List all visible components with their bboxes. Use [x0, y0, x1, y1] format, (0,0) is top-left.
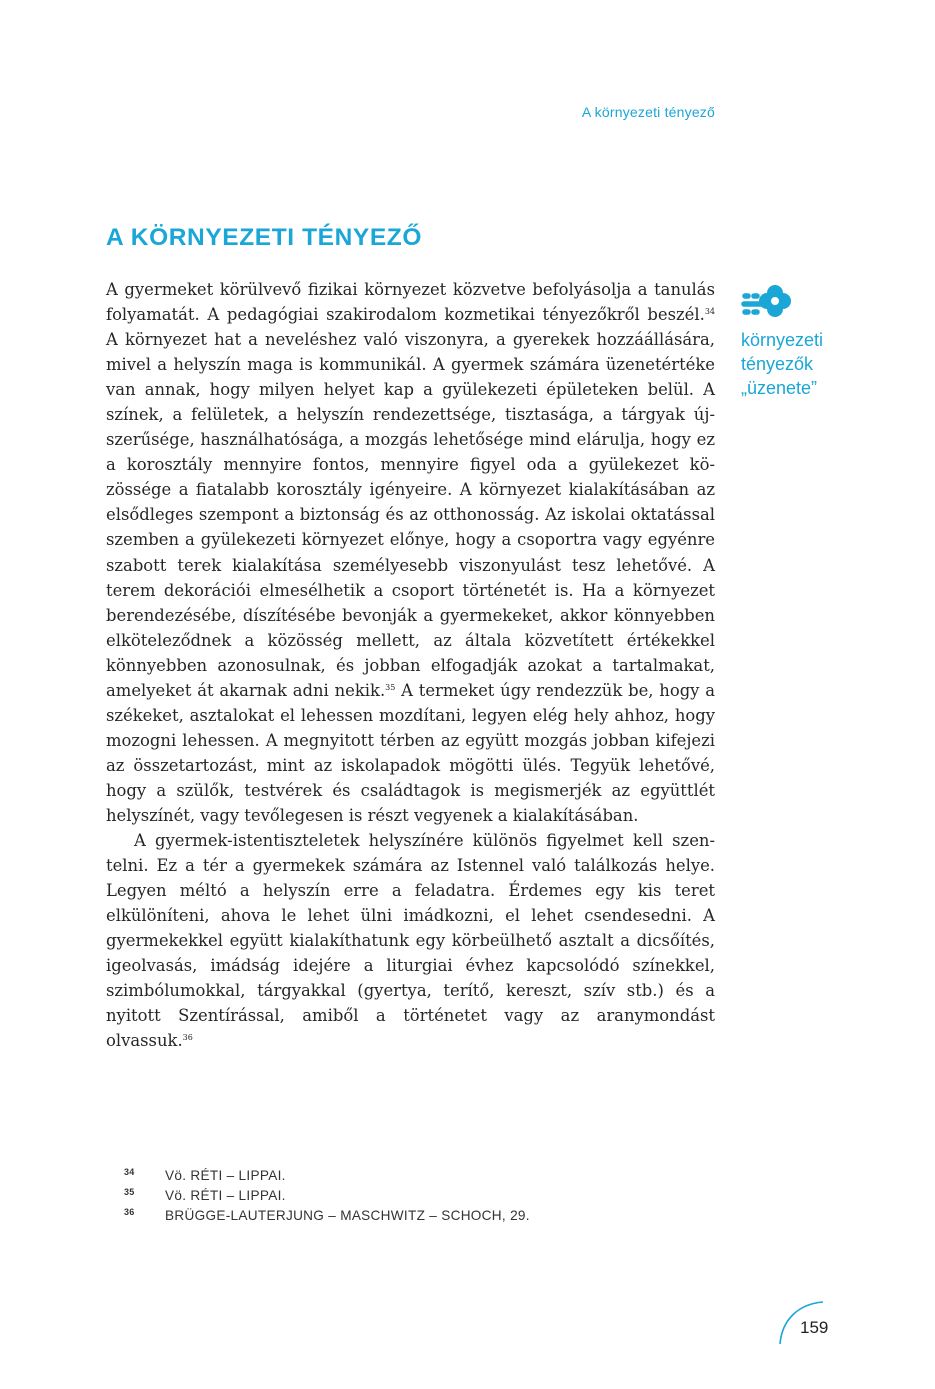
footnote [124, 1208, 530, 1228]
footnote-ref-35[interactable]: 35 [385, 682, 396, 692]
key-icon [741, 282, 793, 320]
footnote-text: Vö. RÉTI – LIPPAI. [165, 1168, 286, 1183]
footnote [124, 1168, 530, 1188]
footnote-text: BRÜGGE-LAUTERJUNG – MASCHWITZ – SCHOCH, 29. [165, 1208, 530, 1223]
page-number: 159 [800, 1318, 829, 1337]
margin-note-line-2: tényezők [741, 354, 814, 374]
paragraph-1-text-a: A gyermeket körülvevő fizikai környezet közvetve befolyásolja a tanulás folyamatát. A pedagógiai szakirodalom kozmetikai tényezőkről beszél. [106, 280, 715, 325]
footnote [124, 1188, 530, 1208]
footnote-text: Vö. RÉTI – LIPPAI. [165, 1188, 286, 1203]
footnote-number: 34 [124, 1167, 135, 1177]
paragraph-1 [106, 277, 715, 828]
paragraph-1-text-b: A környezet hat a neveléshez való viszonyra, a gyerekek hozzáállására, mivel a helyszín maga is kommunikál. A gyermek számára üzenetértéke van annak, hogy milyen helyet kap a gyülekezeti épületeken belül. A színek, a felületek, a helyszín rendezettsége, tisztasága, a tárgyak újszerűsége, használhatósága, a mozgás lehetősége mind elárulja, hogy ez a korosztály mennyire fontos, mennyire figyel oda a gyülekezet közössége a fiatalabb korosztály igényeire. A környezet kialakításában az elsődleges szempont a biztonság és az otthonosság. Az iskolai oktatással szemben a gyülekezeti környezet előnye, hogy a csoportra vagy egyénre szabott terek kialakítása személyesebb viszonyulást tesz lehetővé. A terem dekorációi elmesélhetik a csoport történetét is. Ha a környezet berendezésébe, díszítésébe bevonják a gyermekeket, akkor könnyebben elköteleződnek a közösség mellett, az általa közvetített értékekkel könnyebben azonosulnak, és jobban elfogadják azokat a tartalmakat, amelyeket át akarnak adni nekik. [106, 330, 715, 700]
footnote-ref-34[interactable]: 34 [704, 307, 715, 317]
footnote-number: 35 [124, 1187, 135, 1197]
footnotes [124, 1168, 530, 1228]
margin-note-text [741, 328, 871, 400]
footnote-number: 36 [124, 1207, 135, 1217]
section-title: A KÖRNYEZETI TÉNYEZŐ [106, 224, 423, 251]
footnote-ref-36[interactable]: 36 [182, 1033, 193, 1043]
margin-note-line-1: környezeti [741, 330, 824, 350]
running-head: A környezeti tényező [581, 104, 715, 120]
paragraph-1-text-c: A termeket úgy rendezzük be, hogy a székeket, asztalokat el lehessen mozdítani, legyen elég hely ahhoz, hogy mozogni lehessen. A megnyitott térben az együtt mozgás jobban kifejezi az összetartozást, mint az iskolapadok mögötti ülés. Tegyük lehetővé, hogy a szülők, testvérek és családtagok is megismerjék az együttlét helyszínét, vagy tevőlegesen is részt vegyenek a kialakításában. [106, 680, 716, 825]
body-text [106, 277, 715, 1053]
margin-note-line-3: „üzenete” [741, 378, 818, 398]
paragraph-2 [106, 828, 715, 1053]
margin-note [741, 282, 871, 400]
paragraph-2-text: A gyermek-istentiszteletek helyszínére különös figyelmet kell szentelni. Ez a tér a gyermekek számára az Istennel való találkozás helye. Legyen méltó a helyszín erre a feladatra. Érdemes egy kis teret elkülöníteni, ahova le lehet ülni imádkozni, el lehet csendesedni. A gyermekekkel együtt kialakíthatunk egy körbeülhető asztalt a dicsőítés, igeolvasás, imádság idejére a liturgiai évhez kapcsolódó színekkel, szimbólumokkal, tárgyakkal (gyertya, terítő, kereszt, szív stb.) és a nyitott Szentírással, amiből a történetet vagy az aranymondást olvassuk. [106, 831, 715, 1051]
